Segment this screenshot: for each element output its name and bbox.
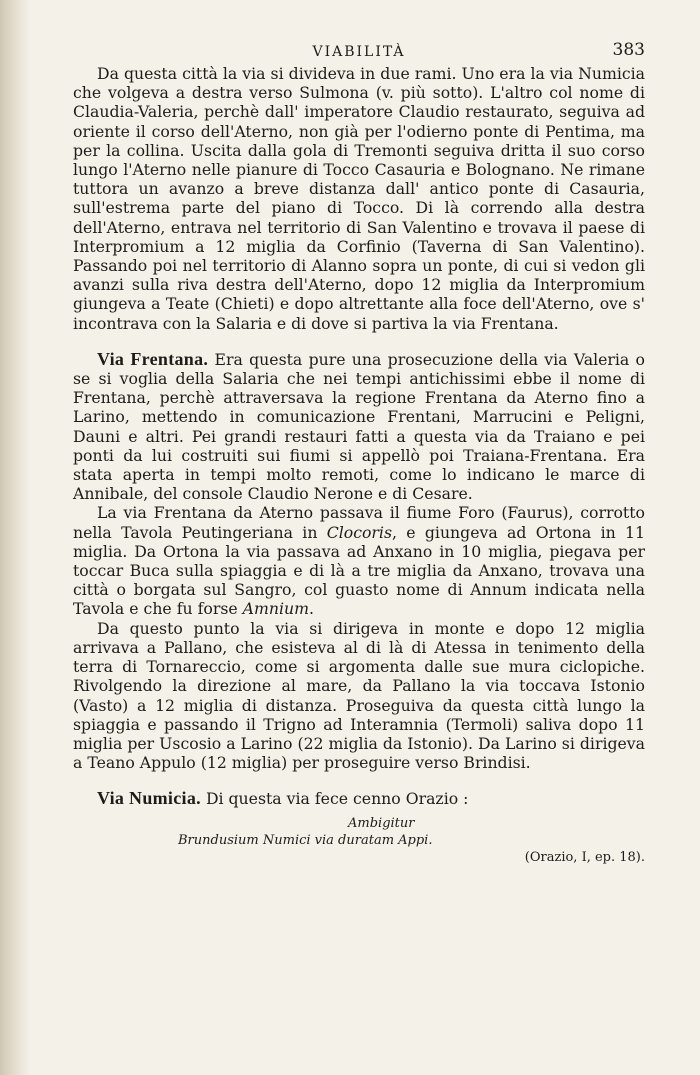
section-heading-numicia: Via Numicia. [97,788,201,809]
quote-line-2: Brundusium Numici via duratam Appi. [178,832,433,848]
horace-quotation [73,815,645,866]
frentana-route-text-end: . [308,599,314,619]
frentana-intro-text: Era questa pure una prosecuzione della via Valeria o se si voglia della Salaria che nei tempi antichissimi ebbe il nome di Frentana, perchè attraversava la regione Frentana da Aterno fino a Larino, mettendo in comunicazione Frentani, Marrucini e Peligni, Dauni e altri. Pei grandi restauri fatti a questa via da Traiano e pei ponti da lui costruiti sui fiumi si appellò poi Traiana-Frentana. Era stata aperta in tempi molto remoti, come lo indicano le marce di Annibale, del console Claudio Nerone e di Cesare. [73,349,645,504]
frentana-route-text-a: La via Frentana da Aterno passava il fiume Foro (Faurus), corrotto nella Tavola Peutingeriana in [73,503,645,542]
paragraph-claudia-valeria: Da questa città la via si divideva in due rami. Uno era la via Numicia che volgeva a destra verso Sulmona (v. più sotto). L'altro col nome di Claudia-Valeria, perchè dall' imperatore Claudio restaurato, seguiva ad oriente il corso dell'Aterno, non già per l'odierno ponte di Pentima, ma per la collina. Uscita dalla gola di Tremonti seguiva dritta il suo corso lungo l'Aterno nelle pianure di Tocco Casauria e Bolognano. Ne rimane tuttora un avanzo a breve distanza dall' antico ponte di Casauria, sull'estrema parte del piano di Tocco. Di là correndo alla destra dell'Aterno, entrava nel territorio di San Valentino e trovava il paese di Interpromium a 12 miglia da Corfinio (Taverna di San Valentino). Passando poi nel territorio di Alanno sopra un ponte, di cui si vedon gli avanzi sulla riva destra dell'Aterno, dopo 12 miglia da Interpromium giungeva a Teate (Chieti) e dopo altrettante alla foce dell'Aterno, ove s' incontrava con la Salaria e di dove si partiva la via Frentana. [73,64,645,333]
section-heading-frentana: Via Frentana. [97,348,209,369]
numicia-intro-text: Di questa via fece cenno Orazio : [205,789,469,809]
section-via-numicia [73,789,645,865]
book-page [73,36,645,866]
paragraph-frentana-intro [73,350,645,504]
page-number: 383 [612,40,645,60]
section-via-frentana [73,350,645,772]
paragraph-frentana-pallano: Da questo punto la via si dirigeva in monte e dopo 12 miglia arrivava a Pallano, che esisteva al di là di Atessa in tenimento della terra di Tornareccio, come si argomenta dalle sue mura ciclopiche. Rivolgendo la direzione al mare, da Pallano la via toccava Istonio (Vasto) a 12 miglia di distanza. Proseguiva da questa città lungo la spiaggia e passando il Trigno ad Interamnia (Termoli) saliva dopo 11 miglia per Uscosio a Larino (22 miglia da Istonio). Da Larino si dirigeva a Teano Appulo (12 miglia) per proseguire verso Brindisi. [73,618,645,773]
paragraph-numicia [73,789,645,808]
quote-source: (Orazio, I, ep. 18). [524,849,645,865]
amnium-name: Amnium [242,599,309,619]
frentana-route-text-b: , e giungeva ad Ortona in 11 miglia. Da Ortona la via passava ad Anxano in 10 miglia, piegava per toccar Buca sulla spiaggia e di là a tre miglia da Anxano, trovava una città o borgata sul Sangro, col guasto nome di Annum indicata nella Tavola e che fu forse [73,522,645,619]
clocoris-name: Clocoris [326,522,392,542]
quote-line-1: Ambigitur [348,815,415,831]
page-header [73,36,645,64]
page-binding-shadow [0,0,30,1075]
paragraph-frentana-route [73,503,645,618]
running-head: VIABILITÀ [312,44,406,60]
